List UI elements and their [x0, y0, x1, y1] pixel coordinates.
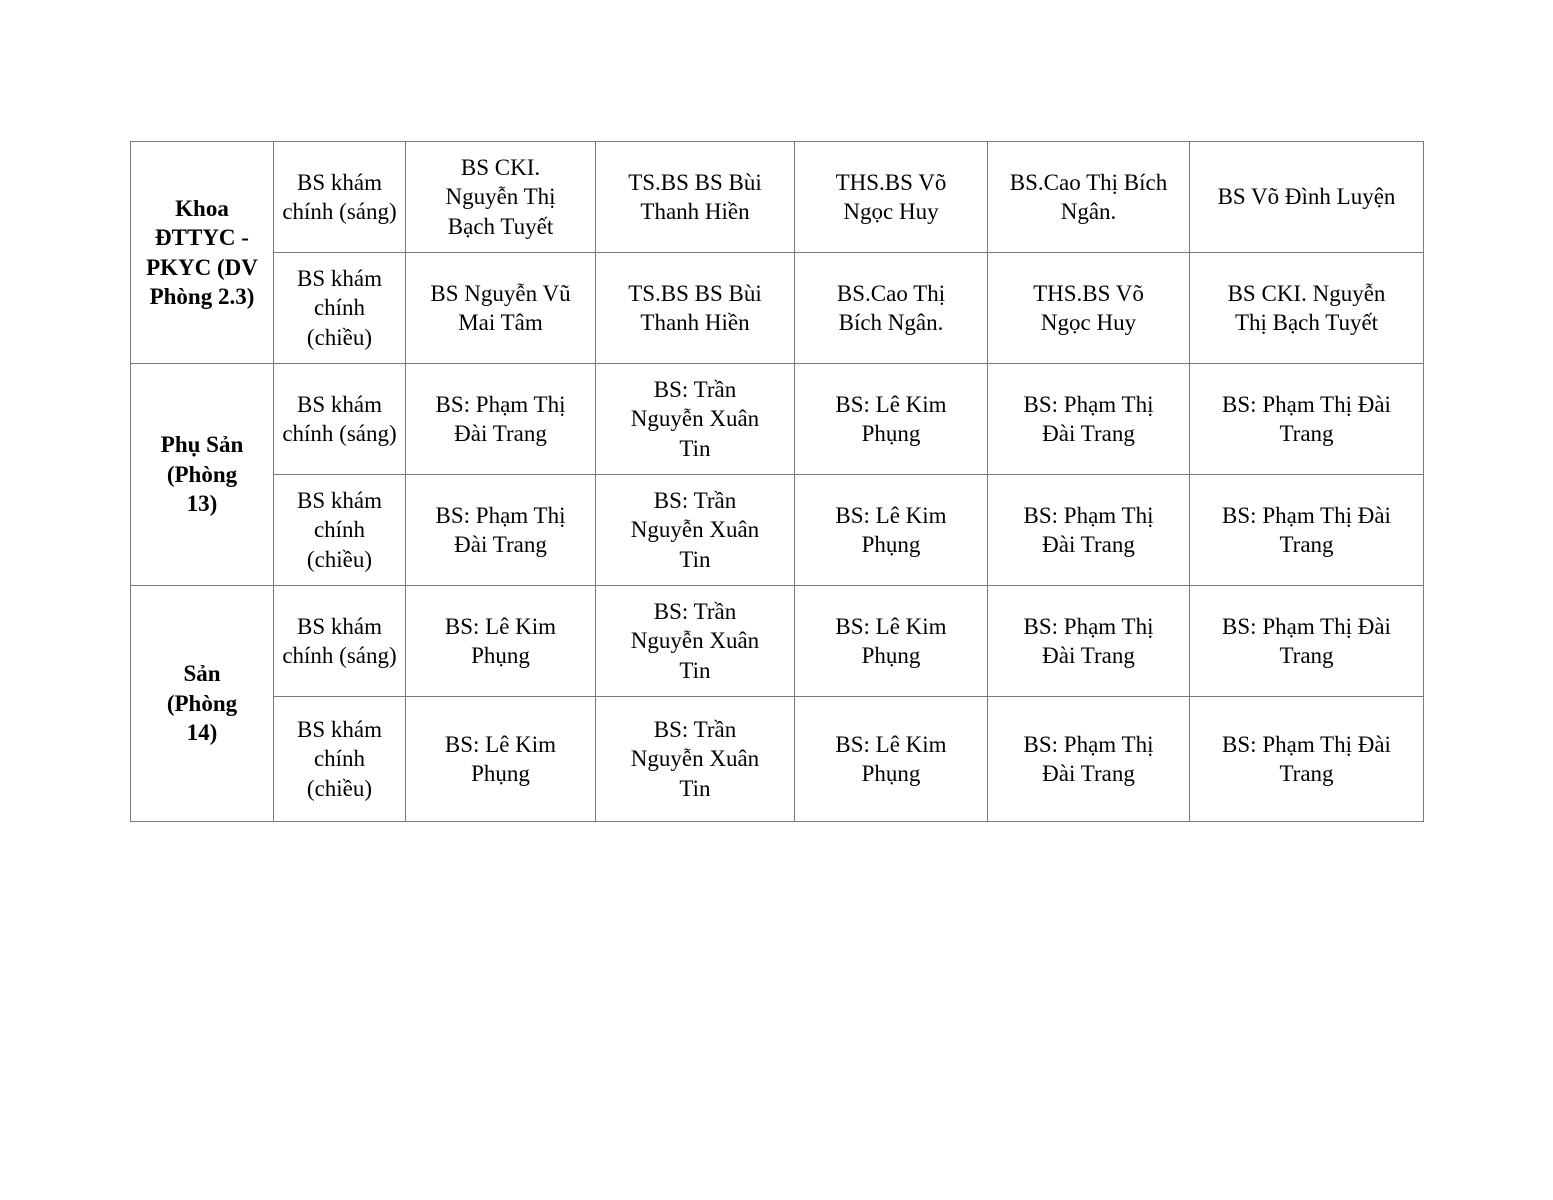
doctor-cell: THS.BS Võ Ngọc Huy [988, 253, 1190, 364]
doctor-cell: TS.BS BS Bùi Thanh Hiền [596, 142, 795, 253]
doctor-cell: TS.BS BS Bùi Thanh Hiền [596, 253, 795, 364]
doctor-cell: BS: Phạm Thị Đài Trang [1190, 364, 1424, 475]
doctor-cell: BS: Phạm Thị Đài Trang [406, 364, 596, 475]
schedule-table [130, 141, 1424, 822]
doctor-cell: BS: Phạm Thị Đài Trang [988, 697, 1190, 822]
doctor-cell: BS: Lê Kim Phụng [795, 364, 988, 475]
doctor-cell: BS: Trần Nguyễn Xuân Tin [596, 697, 795, 822]
doctor-cell: BS: Lê Kim Phụng [406, 697, 596, 822]
doctor-cell: BS: Trần Nguyễn Xuân Tin [596, 364, 795, 475]
doctor-cell: BS CKI. Nguyễn Thị Bạch Tuyết [406, 142, 596, 253]
session-cell: BS khám chính (sáng) [274, 586, 406, 697]
doctor-cell: BS: Phạm Thị Đài Trang [406, 475, 596, 586]
doctor-cell: THS.BS Võ Ngọc Huy [795, 142, 988, 253]
doctor-cell: BS.Cao Thị Bích Ngân. [795, 253, 988, 364]
session-cell: BS khám chính (chiều) [274, 475, 406, 586]
table-row [131, 475, 1424, 586]
doctor-cell: BS: Lê Kim Phụng [795, 475, 988, 586]
doctor-cell: BS: Phạm Thị Đài Trang [1190, 586, 1424, 697]
department-cell: Phụ Sản (Phòng 13) [131, 364, 274, 586]
table-row [131, 253, 1424, 364]
doctor-cell: BS Võ Đình Luyện [1190, 142, 1424, 253]
doctor-cell: BS: Phạm Thị Đài Trang [1190, 697, 1424, 822]
table-row [131, 586, 1424, 697]
session-cell: BS khám chính (sáng) [274, 364, 406, 475]
session-cell: BS khám chính (chiều) [274, 697, 406, 822]
doctor-cell: BS: Lê Kim Phụng [795, 697, 988, 822]
doctor-cell: BS Nguyễn Vũ Mai Tâm [406, 253, 596, 364]
doctor-cell: BS: Lê Kim Phụng [795, 586, 988, 697]
table-row [131, 142, 1424, 253]
department-cell: Khoa ĐTTYC - PKYC (DV Phòng 2.3) [131, 142, 274, 364]
session-cell: BS khám chính (sáng) [274, 142, 406, 253]
doctor-cell: BS: Lê Kim Phụng [406, 586, 596, 697]
doctor-cell: BS: Phạm Thị Đài Trang [1190, 475, 1424, 586]
doctor-cell: BS CKI. Nguyễn Thị Bạch Tuyết [1190, 253, 1424, 364]
doctor-cell: BS: Trần Nguyễn Xuân Tin [596, 475, 795, 586]
doctor-cell: BS: Phạm Thị Đài Trang [988, 586, 1190, 697]
doctor-cell: BS: Phạm Thị Đài Trang [988, 475, 1190, 586]
doctor-cell: BS.Cao Thị Bích Ngân. [988, 142, 1190, 253]
session-cell: BS khám chính (chiều) [274, 253, 406, 364]
doctor-cell: BS: Phạm Thị Đài Trang [988, 364, 1190, 475]
table-row [131, 697, 1424, 822]
department-cell: Sản (Phòng 14) [131, 586, 274, 822]
table-row [131, 364, 1424, 475]
doctor-cell: BS: Trần Nguyễn Xuân Tin [596, 586, 795, 697]
